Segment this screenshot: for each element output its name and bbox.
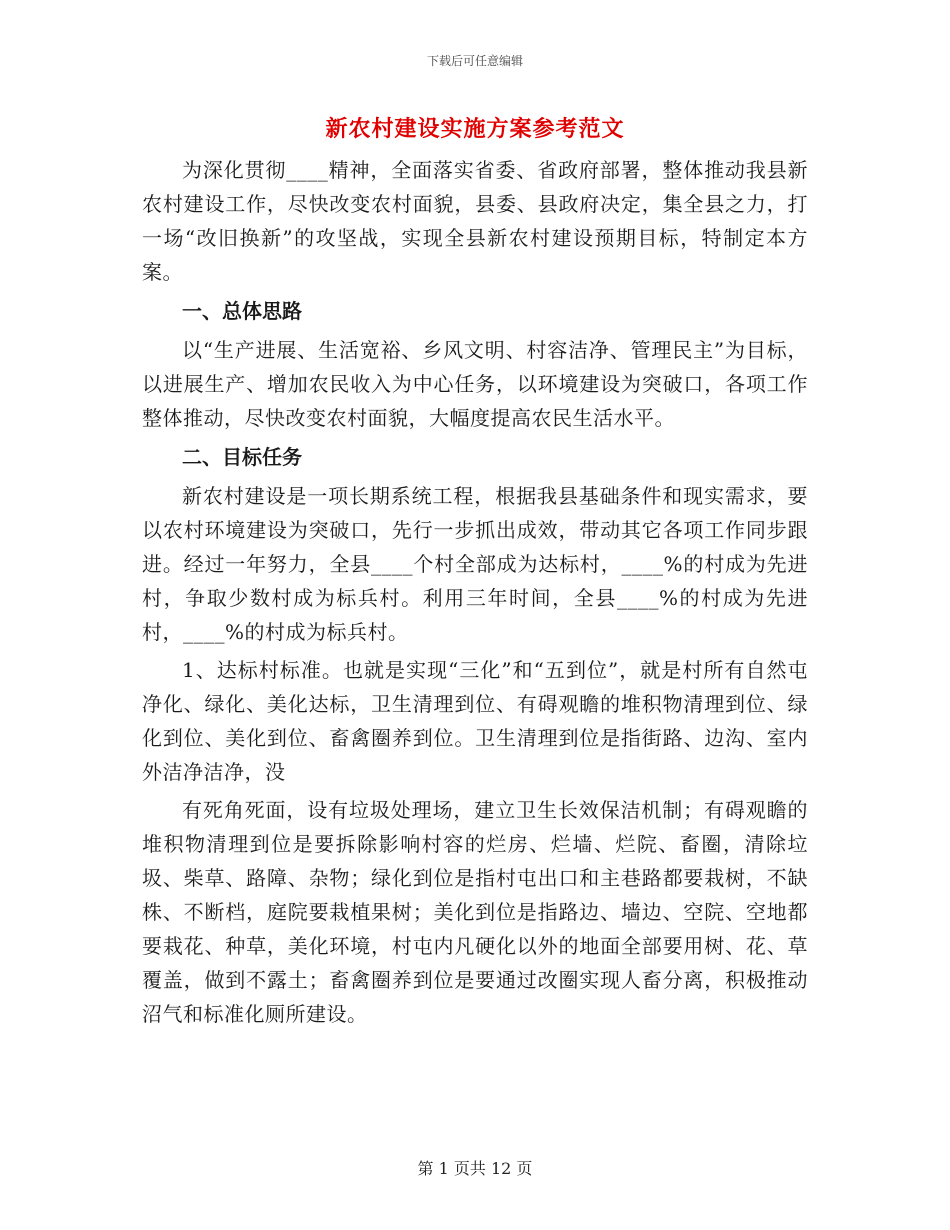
overall-approach-paragraph: 以“生产进展、生活宽裕、乡风文明、村容洁净、管理民主”为目标，以进展生产、增加农民收入为中心任务，以环境建设为突破口，各项工作整体推动，尽快改变农村面貌，大幅度提高农民生活水平。	[142, 338, 808, 430]
document-body	[142, 153, 808, 1031]
intro-paragraph: 为深化贯彻____精神，全面落实省委、省政府部署，整体推动我县新农村建设工作，尽快改变农村面貌，县委、县政府决定，集全县之力，打一场“改旧换新”的攻坚战，实现全县新农村建设预期目标，特制定本方案。	[142, 158, 808, 284]
goals-tasks-paragraph: 新农村建设是一项长期系统工程，根据我县基础条件和现实需求，要以农村环境建设为突破口，先行一步抓出成效，带动其它各项工作同步跟进。经过一年努力，全县____个村全部成为达标村，____%的村成为先进村，争取少数村成为标兵村。利用三年时间，全县____%的村成为先进村，____%的村成为标兵村。	[142, 484, 808, 644]
section-heading-overall-approach: 一、总体思路	[182, 299, 302, 323]
header-note: 下载后可任意编辑	[426, 54, 523, 68]
page-number: 第 1 页共 12 页	[417, 1159, 533, 1178]
standard-village-continued-paragraph: 有死角死面，设有垃圾处理场，建立卫生长效保洁机制；有碍观瞻的堆积物清理到位是要拆除影响村容的烂房、烂墙、烂院、畜圈，清除垃圾、柴草、路障、杂物；绿化到位是指村屯出口和主巷路都要栽树，不缺株、不断档，庭院要栽植果树；美化到位是指路边、墙边、空院、空地都要栽花、种草，美化环境，村屯内凡硬化以外的地面全部要用树、花、草覆盖，做到不露土；畜禽圈养到位是要通过改圈实现人畜分离，积极推动沼气和标准化厕所建设。	[142, 798, 808, 1026]
document-title: 新农村建设实施方案参考范文	[325, 116, 625, 142]
standard-village-paragraph: 1、达标村标准。也就是实现“三化”和“五到位”，就是村所有自然屯净化、绿化、美化达标，卫生清理到位、有碍观瞻的堆积物清理到位、绿化到位、美化到位、畜禽圈养到位。卫生清理到位是指街路、边沟、室内外洁净洁净，没	[142, 658, 808, 784]
section-heading-goals-tasks: 二、目标任务	[182, 445, 302, 469]
